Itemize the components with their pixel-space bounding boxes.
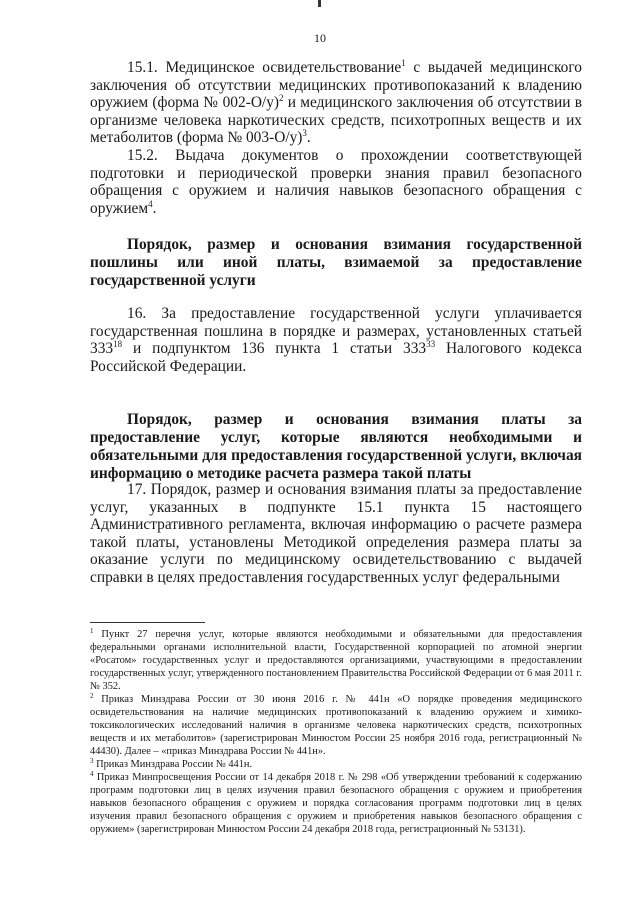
- section-16: [90, 305, 582, 375]
- page-number: 10: [314, 31, 326, 45]
- paragraph-17: 17. Порядок, размер и основания взимания платы за предоставление услуг, указанных в подпункте 15.1 пункта 15 настоящего Административного регламента, включая информацию о расчете размера такой платы, установлены Методикой определения размера платы за оказание услуги по медицинскому освидетельствованию с выдачей справки в целях предоставления государственных услуг федеральными: [90, 481, 582, 586]
- section-17: [90, 481, 582, 587]
- footnote-2: $^2$ Приказ Минздрава России от 30 июня 2016 г. № 441н «О порядке проведения медицинского освидетельствования на наличие медицинских противопоказаний к владению оружием и химико-токсикологических исследований наличия в организме человека наркотических средств, психотропных веществ и их метаболитов» (зарегистрирован Минюстом России 25 ноября 2016 года, регистрационный № 44430). Далее – «приказ Минздрава России № 441н».: [90, 692, 582, 757]
- footnote-ref-2[interactable]: 2: [279, 93, 284, 104]
- footnote-ref-4[interactable]: 4: [148, 198, 153, 209]
- footnote-4: $^4$ Приказ Минпросвещения России от 14 декабря 2018 г. № 298 «Об утверждении требований к содержанию программ подготовки лиц в целях изучения правил безопасного обращения с оружием и приобретения навыков безопасного обращения с оружием и порядка согласования программ подготовки лиц в целях изучения правил безопасного обращения с оружием и приобретения навыков безопасного обращения с оружием» (зарегистрирован Минюстом России 24 декабря 2018 года, регистрационный № 53131).: [90, 770, 582, 835]
- footnote-ref-18: 18: [113, 339, 123, 350]
- footnote-ref-33: 33: [426, 339, 436, 350]
- footnote-1: $^1$ Пункт 27 перечня услуг, которые являются необходимыми и обязательными для предоставления федеральными органами исполнительной власти, Государственной корпорацией по атомной энергии «Росатом» государственных услуг и предоставляются организациями, участвующими в предоставлении государственных услуг, утвержденного постановлением Правительства Российской Федерации от 6 мая 2011 г. № 352.: [90, 627, 582, 692]
- paragraph-15-1: 15.1. Медицинское освидетельствование$^1$ с выдачей медицинского заключения об отсутствии медицинских противопоказаний к владению оружием (форма № 002-О/у)$^2$ и медицинского заключения об отсутствии в организме человека наркотических средств, психотропных веществ и их метаболитов (форма № 003-О/у)$^3$.: [90, 58, 582, 147]
- footnote-ref-3[interactable]: 3: [302, 128, 307, 139]
- footnote-3: $^3$ Приказ Минздрава России № 441н.: [90, 757, 253, 770]
- heading-state-fee: Порядок, размер и основания взимания государственной пошлины или иной платы, взимаемой за предоставление государственной услуги: [90, 236, 582, 289]
- footnote-ref-1[interactable]: 1: [401, 58, 406, 68]
- footnotes: [90, 628, 582, 836]
- scan-edge-mark: [318, 0, 321, 7]
- paragraph-15-2: 15.2. Выдача документов о прохождении соответствующей подготовки и периодической проверки знания правил безопасного обращения с оружием и наличия навыков безопасного обращения с оружием$^4$.: [90, 146, 582, 217]
- section-15: [90, 59, 582, 217]
- heading-fee-required-services: Порядок, размер и основания взимания платы за предоставление услуг, которые являются необходимыми и обязательными для предоставления государственной услуги, включая информацию о методике расчета размера такой платы: [90, 411, 582, 482]
- paragraph-16: 16. За предоставление государственной услуги уплачивается государственная пошлина в порядке и размерах, установленных статьей $333^{18}$ и подпунктом 136 пункта 1 статьи $333^{33}$ Налогового кодекса Российской Федерации.: [90, 305, 582, 375]
- footnote-divider: [90, 622, 205, 623]
